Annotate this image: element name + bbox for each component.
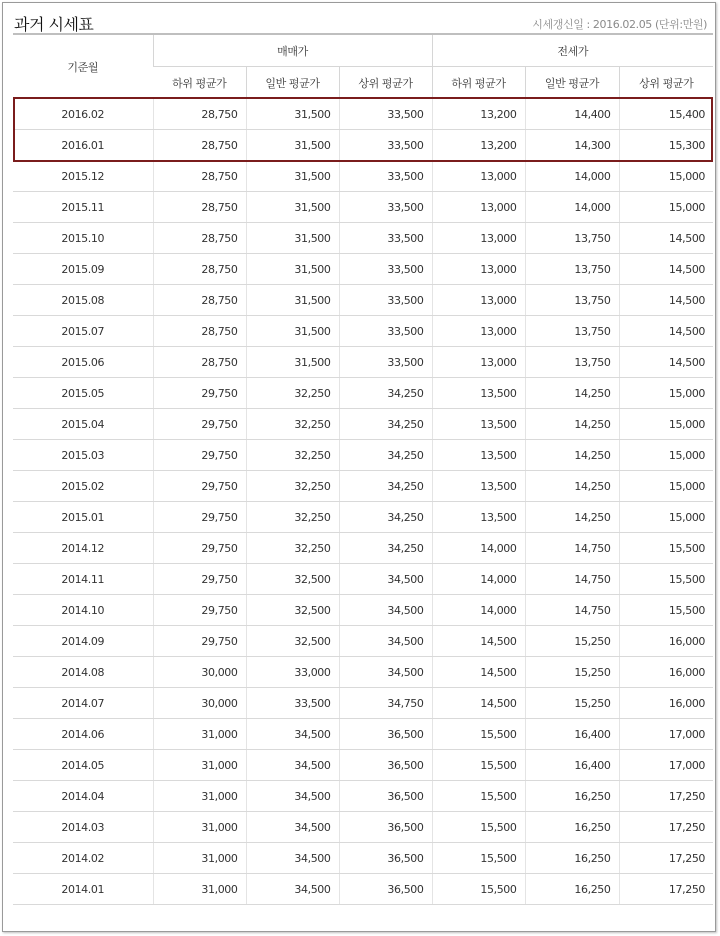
table-row (13, 254, 713, 285)
cell-jeonse-low: 14,000 (432, 595, 525, 626)
header-sale-low: 하위 평균가 (153, 67, 246, 99)
table-row (13, 347, 713, 378)
cell-jeonse-mid: 13,750 (525, 316, 619, 347)
cell-sale-low: 28,750 (153, 130, 246, 161)
cell-sale-high: 33,500 (339, 192, 432, 223)
cell-jeonse-low: 14,000 (432, 533, 525, 564)
header-jeonse-high: 상위 평균가 (619, 67, 713, 99)
cell-sale-mid: 32,250 (246, 471, 339, 502)
table-row (13, 99, 713, 130)
cell-jeonse-low: 13,000 (432, 192, 525, 223)
cell-sale-high: 34,500 (339, 657, 432, 688)
cell-sale-mid: 34,500 (246, 719, 339, 750)
cell-sale-mid: 32,250 (246, 533, 339, 564)
cell-jeonse-low: 13,500 (432, 471, 525, 502)
cell-month: 2014.10 (13, 595, 153, 626)
cell-jeonse-low: 13,000 (432, 347, 525, 378)
update-info: 시세갱신일 : 2016.02.05 (단위:만원) (532, 18, 707, 31)
cell-sale-mid: 32,500 (246, 564, 339, 595)
cell-jeonse-high: 16,000 (619, 688, 713, 719)
cell-jeonse-mid: 14,250 (525, 471, 619, 502)
table-row (13, 378, 713, 409)
cell-sale-high: 34,250 (339, 471, 432, 502)
cell-jeonse-high: 17,250 (619, 781, 713, 812)
cell-jeonse-low: 13,500 (432, 502, 525, 533)
cell-sale-mid: 32,250 (246, 440, 339, 471)
cell-month: 2015.11 (13, 192, 153, 223)
cell-sale-low: 31,000 (153, 843, 246, 874)
cell-sale-high: 34,250 (339, 502, 432, 533)
cell-month: 2014.02 (13, 843, 153, 874)
cell-sale-high: 33,500 (339, 223, 432, 254)
cell-jeonse-high: 17,250 (619, 843, 713, 874)
cell-sale-low: 29,750 (153, 564, 246, 595)
cell-jeonse-mid: 14,300 (525, 130, 619, 161)
cell-jeonse-low: 15,500 (432, 843, 525, 874)
table-row (13, 285, 713, 316)
cell-sale-low: 31,000 (153, 750, 246, 781)
cell-jeonse-mid: 14,750 (525, 564, 619, 595)
cell-jeonse-mid: 14,000 (525, 192, 619, 223)
cell-month: 2014.09 (13, 626, 153, 657)
cell-sale-low: 31,000 (153, 812, 246, 843)
table-row (13, 161, 713, 192)
cell-jeonse-mid: 16,400 (525, 750, 619, 781)
cell-month: 2014.06 (13, 719, 153, 750)
cell-sale-high: 34,500 (339, 595, 432, 626)
cell-jeonse-low: 14,500 (432, 688, 525, 719)
cell-jeonse-mid: 16,250 (525, 843, 619, 874)
cell-month: 2014.11 (13, 564, 153, 595)
cell-sale-low: 31,000 (153, 874, 246, 905)
cell-jeonse-low: 15,500 (432, 874, 525, 905)
cell-sale-low: 28,750 (153, 285, 246, 316)
cell-jeonse-high: 15,000 (619, 502, 713, 533)
table-row (13, 626, 713, 657)
cell-jeonse-high: 15,500 (619, 533, 713, 564)
cell-jeonse-mid: 14,250 (525, 409, 619, 440)
cell-sale-high: 34,250 (339, 440, 432, 471)
table-row (13, 595, 713, 626)
cell-month: 2015.12 (13, 161, 153, 192)
cell-jeonse-mid: 15,250 (525, 626, 619, 657)
cell-sale-high: 34,250 (339, 533, 432, 564)
cell-sale-high: 33,500 (339, 285, 432, 316)
cell-sale-low: 29,750 (153, 533, 246, 564)
cell-month: 2015.03 (13, 440, 153, 471)
cell-sale-high: 34,500 (339, 564, 432, 595)
table-row (13, 874, 713, 905)
page-title: 과거 시세표 (14, 15, 94, 34)
cell-jeonse-low: 14,500 (432, 626, 525, 657)
cell-sale-low: 28,750 (153, 223, 246, 254)
cell-jeonse-low: 13,500 (432, 378, 525, 409)
table-row (13, 409, 713, 440)
table-body (13, 99, 713, 905)
cell-sale-low: 29,750 (153, 502, 246, 533)
cell-month: 2015.06 (13, 347, 153, 378)
header-jeonse-low: 하위 평균가 (432, 67, 525, 99)
cell-jeonse-high: 14,500 (619, 316, 713, 347)
cell-jeonse-high: 15,000 (619, 161, 713, 192)
cell-month: 2014.07 (13, 688, 153, 719)
cell-month: 2016.02 (13, 99, 153, 130)
cell-sale-low: 28,750 (153, 316, 246, 347)
cell-month: 2015.01 (13, 502, 153, 533)
cell-jeonse-low: 15,500 (432, 719, 525, 750)
cell-sale-high: 34,250 (339, 378, 432, 409)
cell-jeonse-low: 13,200 (432, 130, 525, 161)
table-row (13, 657, 713, 688)
cell-jeonse-high: 17,000 (619, 719, 713, 750)
table-row (13, 781, 713, 812)
cell-sale-high: 33,500 (339, 99, 432, 130)
cell-sale-mid: 31,500 (246, 285, 339, 316)
table-row (13, 750, 713, 781)
cell-jeonse-mid: 14,400 (525, 99, 619, 130)
table-row (13, 471, 713, 502)
cell-jeonse-mid: 13,750 (525, 285, 619, 316)
cell-sale-high: 33,500 (339, 316, 432, 347)
cell-jeonse-low: 13,000 (432, 161, 525, 192)
cell-sale-mid: 31,500 (246, 192, 339, 223)
cell-month: 2014.08 (13, 657, 153, 688)
cell-sale-mid: 31,500 (246, 347, 339, 378)
cell-sale-high: 36,500 (339, 750, 432, 781)
cell-sale-mid: 34,500 (246, 812, 339, 843)
cell-month: 2014.05 (13, 750, 153, 781)
cell-jeonse-mid: 14,250 (525, 378, 619, 409)
cell-jeonse-mid: 14,250 (525, 502, 619, 533)
cell-jeonse-high: 14,500 (619, 285, 713, 316)
cell-jeonse-low: 13,000 (432, 285, 525, 316)
cell-jeonse-mid: 16,250 (525, 874, 619, 905)
cell-sale-high: 36,500 (339, 843, 432, 874)
cell-sale-mid: 31,500 (246, 130, 339, 161)
cell-jeonse-mid: 14,000 (525, 161, 619, 192)
header-base-month: 기준월 (13, 34, 153, 99)
cell-sale-high: 33,500 (339, 254, 432, 285)
cell-jeonse-high: 14,500 (619, 254, 713, 285)
cell-sale-low: 29,750 (153, 626, 246, 657)
table-row (13, 130, 713, 161)
cell-sale-high: 33,500 (339, 130, 432, 161)
cell-jeonse-low: 13,500 (432, 440, 525, 471)
cell-jeonse-mid: 15,250 (525, 657, 619, 688)
cell-sale-low: 28,750 (153, 347, 246, 378)
cell-sale-high: 36,500 (339, 812, 432, 843)
cell-sale-mid: 32,500 (246, 626, 339, 657)
cell-sale-low: 29,750 (153, 471, 246, 502)
cell-jeonse-low: 13,200 (432, 99, 525, 130)
cell-jeonse-mid: 13,750 (525, 223, 619, 254)
cell-sale-low: 31,000 (153, 781, 246, 812)
cell-jeonse-low: 13,000 (432, 254, 525, 285)
table-header (13, 34, 713, 99)
cell-month: 2015.05 (13, 378, 153, 409)
cell-sale-mid: 31,500 (246, 254, 339, 285)
table-row (13, 440, 713, 471)
cell-sale-high: 36,500 (339, 719, 432, 750)
header-jeonse-price: 전세가 (432, 34, 713, 67)
cell-month: 2014.12 (13, 533, 153, 564)
cell-sale-high: 36,500 (339, 781, 432, 812)
cell-sale-low: 28,750 (153, 192, 246, 223)
cell-sale-mid: 31,500 (246, 316, 339, 347)
table-row (13, 719, 713, 750)
header-jeonse-mid: 일반 평균가 (525, 67, 619, 99)
cell-jeonse-high: 15,000 (619, 440, 713, 471)
cell-sale-high: 33,500 (339, 161, 432, 192)
cell-month: 2015.08 (13, 285, 153, 316)
cell-jeonse-low: 14,500 (432, 657, 525, 688)
cell-jeonse-mid: 14,250 (525, 440, 619, 471)
table-row (13, 502, 713, 533)
header-sale-mid: 일반 평균가 (246, 67, 339, 99)
table-row (13, 316, 713, 347)
cell-sale-mid: 31,500 (246, 161, 339, 192)
cell-sale-mid: 31,500 (246, 223, 339, 254)
cell-month: 2015.09 (13, 254, 153, 285)
cell-jeonse-mid: 13,750 (525, 254, 619, 285)
cell-sale-mid: 32,250 (246, 378, 339, 409)
cell-jeonse-high: 15,000 (619, 471, 713, 502)
cell-sale-low: 29,750 (153, 440, 246, 471)
cell-jeonse-mid: 16,250 (525, 781, 619, 812)
cell-sale-mid: 34,500 (246, 750, 339, 781)
cell-sale-mid: 33,500 (246, 688, 339, 719)
cell-sale-high: 33,500 (339, 347, 432, 378)
cell-sale-low: 29,750 (153, 409, 246, 440)
cell-month: 2014.03 (13, 812, 153, 843)
cell-jeonse-low: 13,500 (432, 409, 525, 440)
cell-jeonse-mid: 14,750 (525, 533, 619, 564)
cell-jeonse-high: 16,000 (619, 626, 713, 657)
cell-sale-high: 34,250 (339, 409, 432, 440)
cell-jeonse-high: 15,000 (619, 409, 713, 440)
cell-jeonse-high: 15,500 (619, 595, 713, 626)
table-row (13, 688, 713, 719)
cell-jeonse-low: 15,500 (432, 750, 525, 781)
cell-sale-low: 29,750 (153, 595, 246, 626)
cell-sale-mid: 34,500 (246, 843, 339, 874)
cell-sale-mid: 32,250 (246, 409, 339, 440)
cell-sale-low: 30,000 (153, 657, 246, 688)
cell-jeonse-low: 15,500 (432, 812, 525, 843)
table-row (13, 843, 713, 874)
cell-jeonse-high: 16,000 (619, 657, 713, 688)
header-sale-price: 매매가 (153, 34, 432, 67)
cell-month: 2015.07 (13, 316, 153, 347)
cell-jeonse-mid: 16,250 (525, 812, 619, 843)
cell-month: 2015.04 (13, 409, 153, 440)
cell-jeonse-low: 14,000 (432, 564, 525, 595)
cell-sale-mid: 32,250 (246, 502, 339, 533)
cell-sale-low: 29,750 (153, 378, 246, 409)
cell-jeonse-low: 13,000 (432, 223, 525, 254)
table-row (13, 812, 713, 843)
cell-sale-mid: 31,500 (246, 99, 339, 130)
cell-jeonse-high: 15,300 (619, 130, 713, 161)
cell-sale-low: 28,750 (153, 161, 246, 192)
header-sale-high: 상위 평균가 (339, 67, 432, 99)
cell-jeonse-high: 15,400 (619, 99, 713, 130)
cell-jeonse-mid: 15,250 (525, 688, 619, 719)
cell-sale-mid: 32,500 (246, 595, 339, 626)
cell-sale-low: 28,750 (153, 254, 246, 285)
cell-jeonse-low: 13,000 (432, 316, 525, 347)
cell-jeonse-mid: 14,750 (525, 595, 619, 626)
cell-jeonse-high: 14,500 (619, 223, 713, 254)
cell-sale-mid: 33,000 (246, 657, 339, 688)
cell-jeonse-high: 14,500 (619, 347, 713, 378)
cell-jeonse-high: 17,250 (619, 812, 713, 843)
table-row (13, 192, 713, 223)
cell-sale-low: 30,000 (153, 688, 246, 719)
cell-jeonse-high: 17,000 (619, 750, 713, 781)
cell-month: 2016.01 (13, 130, 153, 161)
cell-sale-low: 28,750 (153, 99, 246, 130)
cell-jeonse-high: 15,000 (619, 378, 713, 409)
cell-jeonse-low: 15,500 (432, 781, 525, 812)
cell-month: 2015.10 (13, 223, 153, 254)
table-row (13, 533, 713, 564)
cell-month: 2014.04 (13, 781, 153, 812)
cell-sale-mid: 34,500 (246, 781, 339, 812)
cell-sale-mid: 34,500 (246, 874, 339, 905)
cell-sale-high: 34,500 (339, 626, 432, 657)
cell-sale-low: 31,000 (153, 719, 246, 750)
price-history-table (13, 33, 713, 905)
cell-sale-high: 34,750 (339, 688, 432, 719)
cell-jeonse-mid: 16,400 (525, 719, 619, 750)
cell-sale-high: 36,500 (339, 874, 432, 905)
cell-jeonse-high: 15,500 (619, 564, 713, 595)
table-row (13, 564, 713, 595)
cell-jeonse-high: 17,250 (619, 874, 713, 905)
cell-jeonse-mid: 13,750 (525, 347, 619, 378)
cell-jeonse-high: 15,000 (619, 192, 713, 223)
cell-month: 2015.02 (13, 471, 153, 502)
cell-month: 2014.01 (13, 874, 153, 905)
table-row (13, 223, 713, 254)
